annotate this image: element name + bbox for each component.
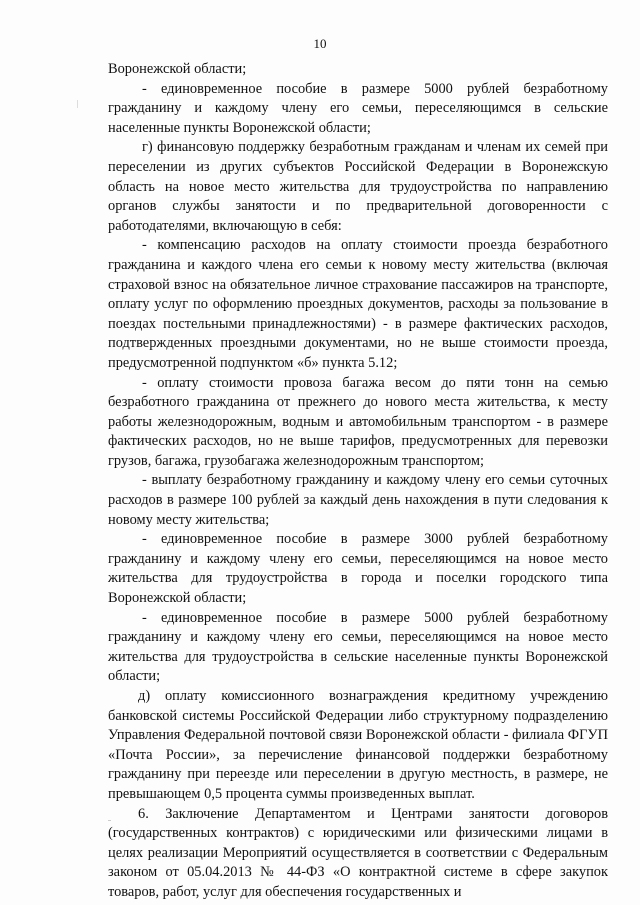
- paragraph-commission-fee: д) оплату комиссионного вознаграждения кредитному учреждению банковской системы Российской Федерации либо структурному подразделению Управления Федеральной почтовой связи Воронежской области - филиала ФГУП «Почта России», за перечисление финансовой поддержки безработному гражданину при переезде или переселении в другую местность, в размере, не превышающем 0,5 процента суммы произведенных выплат.: [108, 688, 608, 802]
- paragraph-benefit-rural-relocation: - единовременное пособие в размере 5000 рублей безработному гражданину и каждому члену его семьи, переселяющимся на новое место жительства для трудоустройства в сельские населенные пункты Воронежской области;: [108, 609, 608, 685]
- paragraph-contracts: 6. Заключение Департаментом и Центрами занятости договоров (государственных контрактов) с юридическими или физическими лицами в целях реализации Мероприятий осуществляется в соответствии с Федеральным законом от 05.04.2013 № 44-ФЗ «О контрактной системе в сфере закупок товаров, работ, услуг для обеспечения государственных и: [108, 805, 608, 900]
- paragraph-financial-support: г) финансовую поддержку безработным гражданам и членам их семей при переселении из других субъектов Российской Федерации в Воронежскую область на новое место жительства для трудоустройства по направлению органов службы занятости и по предварительной договоренности с работодателями, включающую в себя:: [108, 139, 608, 234]
- paragraph-benefit-rural: - единовременное пособие в размере 5000 рублей безработному гражданину и каждому члену его семьи, переселяющимся в сельские населенные пункты Воронежской области;: [108, 80, 608, 136]
- paragraph-travel-compensation: - компенсацию расходов на оплату стоимости проезда безработного гражданина и каждого члена его семьи к новому месту жительства (включая страховой взнос на обязательное личное страхование пассажиров на транспорте, оплату услуг по оформлению проездных документов, расходы за пользование в поездах постельными принадлежностями) - в размере фактических расходов, подтвержденных проездными документами, но не выше стоимости проезда, предусмотренной подпунктом «б» пункта 5.12;: [108, 237, 608, 371]
- paragraph-baggage-payment: - оплату стоимости провоза багажа весом до пяти тонн на семью безработного гражданина от прежнего до нового места жительства, к месту работы железнодорожным, водным и автомобильным транспортом - в размере фактических расходов, но не выше тарифов, предусмотренных для перевозки грузов, багажа, грузобагажа железнодорожным транспортом;: [108, 374, 608, 469]
- paragraph-daily-allowance: - выплату безработному гражданину и каждому члену его семьи суточных расходов в размере 100 рублей за каждый день нахождения в пути следования к новому месту жительства;: [108, 472, 608, 528]
- paragraph-benefit-urban: - единовременное пособие в размере 3000 рублей безработному гражданину и каждому члену его семьи, переселяющимся на новое место жительства для трудоустройства в города и поселки городского типа Воронежской области;: [108, 531, 608, 607]
- paragraph-continuation: Воронежской области;: [108, 61, 247, 77]
- document-body: [108, 60, 608, 903]
- scan-edge-mark: [77, 100, 78, 108]
- page-number: 10: [313, 36, 327, 51]
- scan-edge-mark: [108, 820, 111, 821]
